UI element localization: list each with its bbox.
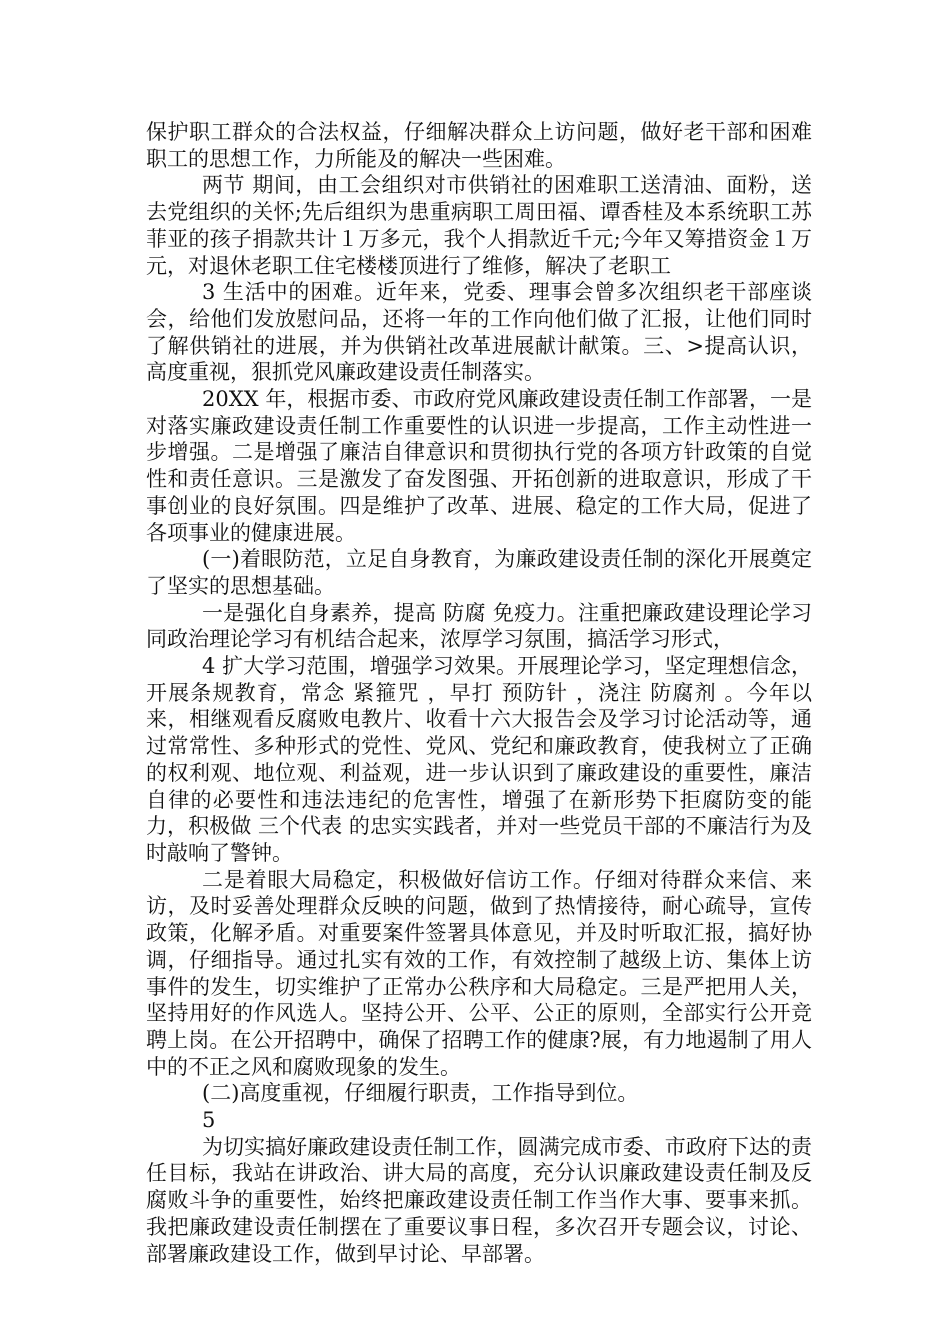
paragraph-7: 4 扩大学习范围，增强学习效果。开展理论学习，坚定理想信念，开展条规教育，常念 紧箍咒 ，早打 预防针 ，浇注 防腐剂 。今年以来，相继观看反腐败电教片、收看十六大报告会及学习讨论活动等，通过常常性、多种形式的党性、党风、党纪和廉政教育，使我树立了正确的权利观、地位观、利益观，进一步认识到了廉政建设的重要性，廉洁自律的必要性和违法违纪的危害性，增强了在新形势下拒腐防变的能力，积极做 三个代表 的忠实实践者，并对一些党员干部的不廉洁行为及时敲响了警钟。 (146, 654, 812, 865)
paragraph-8: 二是着眼大局稳定，积极做好信访工作。仔细对待群众来信、来访，及时妥善处理群众反映的问题，做到了热情接待，耐心疏导，宣传政策，化解矛盾。对重要案件签署具体意见，并及时听取汇报，搞好协调，仔细指导。通过扎实有效的工作，有效控制了越级上访、集体上访事件的发生，切实维护了正常办公秩序和大局稳定。三是严把用人关，坚持用好的作风选人。坚持公开、公平、公正的原则，全部实行公开竞聘上岗。在公开招聘中，确保了招聘工作的健康?展，有力地遏制了用人中的不正之风和腐败现象的发生。 (146, 867, 812, 1079)
paragraph-2: 两节 期间，由工会组织对市供销社的困难职工送清油、面粉，送去党组织的关怀;先后组织为患重病职工周田福、谭香桂及本系统职工苏菲亚的孩子捐款共计１万多元，我个人捐款近千元;今年又筹措资金１万元，对退休老职工住宅楼楼顶进行了维修，解决了老职工 (146, 173, 812, 278)
paragraph-4: 20XX 年，根据市委、市政府党风廉政建设责任制工作部署，一是对落实廉政建设责任制工作重要性的认识进一步提高，工作主动性进一步增强。二是增强了廉洁自律意识和贯彻执行党的各项方针政策的自觉性和责任意识。三是激发了奋发图强、开拓创新的进取意识，形成了干事创业的良好氛围。四是维护了改革、进展、稳定的工作大局，促进了各项事业的健康进展。 (146, 387, 812, 545)
document-page (146, 119, 812, 1267)
page-number-marker: 5 (202, 1108, 216, 1133)
paragraph-9: (二)高度重视，仔细履行职责，工作指导到位。 (202, 1081, 639, 1106)
paragraph-5: (一)着眼防范，立足自身教育，为廉政建设责任制的深化开展奠定了坚实的思想基础。 (146, 547, 812, 598)
paragraph-1: 保护职工群众的合法权益，仔细解决群众上访问题，做好老干部和困难职工的思想工作，力所能及的解决一些困难。 (146, 120, 812, 171)
paragraph-3: 3 生活中的困难。近年来，党委、理事会曾多次组织老干部座谈会，给他们发放慰问品，还将一年的工作向他们做了汇报，让他们同时了解供销社的进展，并为供销社改革进展献计献策。三、>提高认识，高度重视，狠抓党风廉政建设责任制落实。 (146, 280, 812, 385)
paragraph-6: 一是强化自身素养，提高 防腐 免疫力。注重把廉政建设理论学习同政治理论学习有机结合起来，浓厚学习氛围，搞活学习形式， (146, 600, 812, 652)
paragraph-10: 为切实搞好廉政建设责任制工作，圆满完成市委、市政府下达的责任目标，我站在讲政治、讲大局的高度，充分认识廉政建设责任制及反腐败斗争的重要性，始终把廉政建设责任制工作当作大事、要事来抓。我把廉政建设责任制摆在了重要议事日程，多次召开专题会议，讨论、部署廉政建设工作，做到早讨论、早部署。 (146, 1134, 812, 1266)
